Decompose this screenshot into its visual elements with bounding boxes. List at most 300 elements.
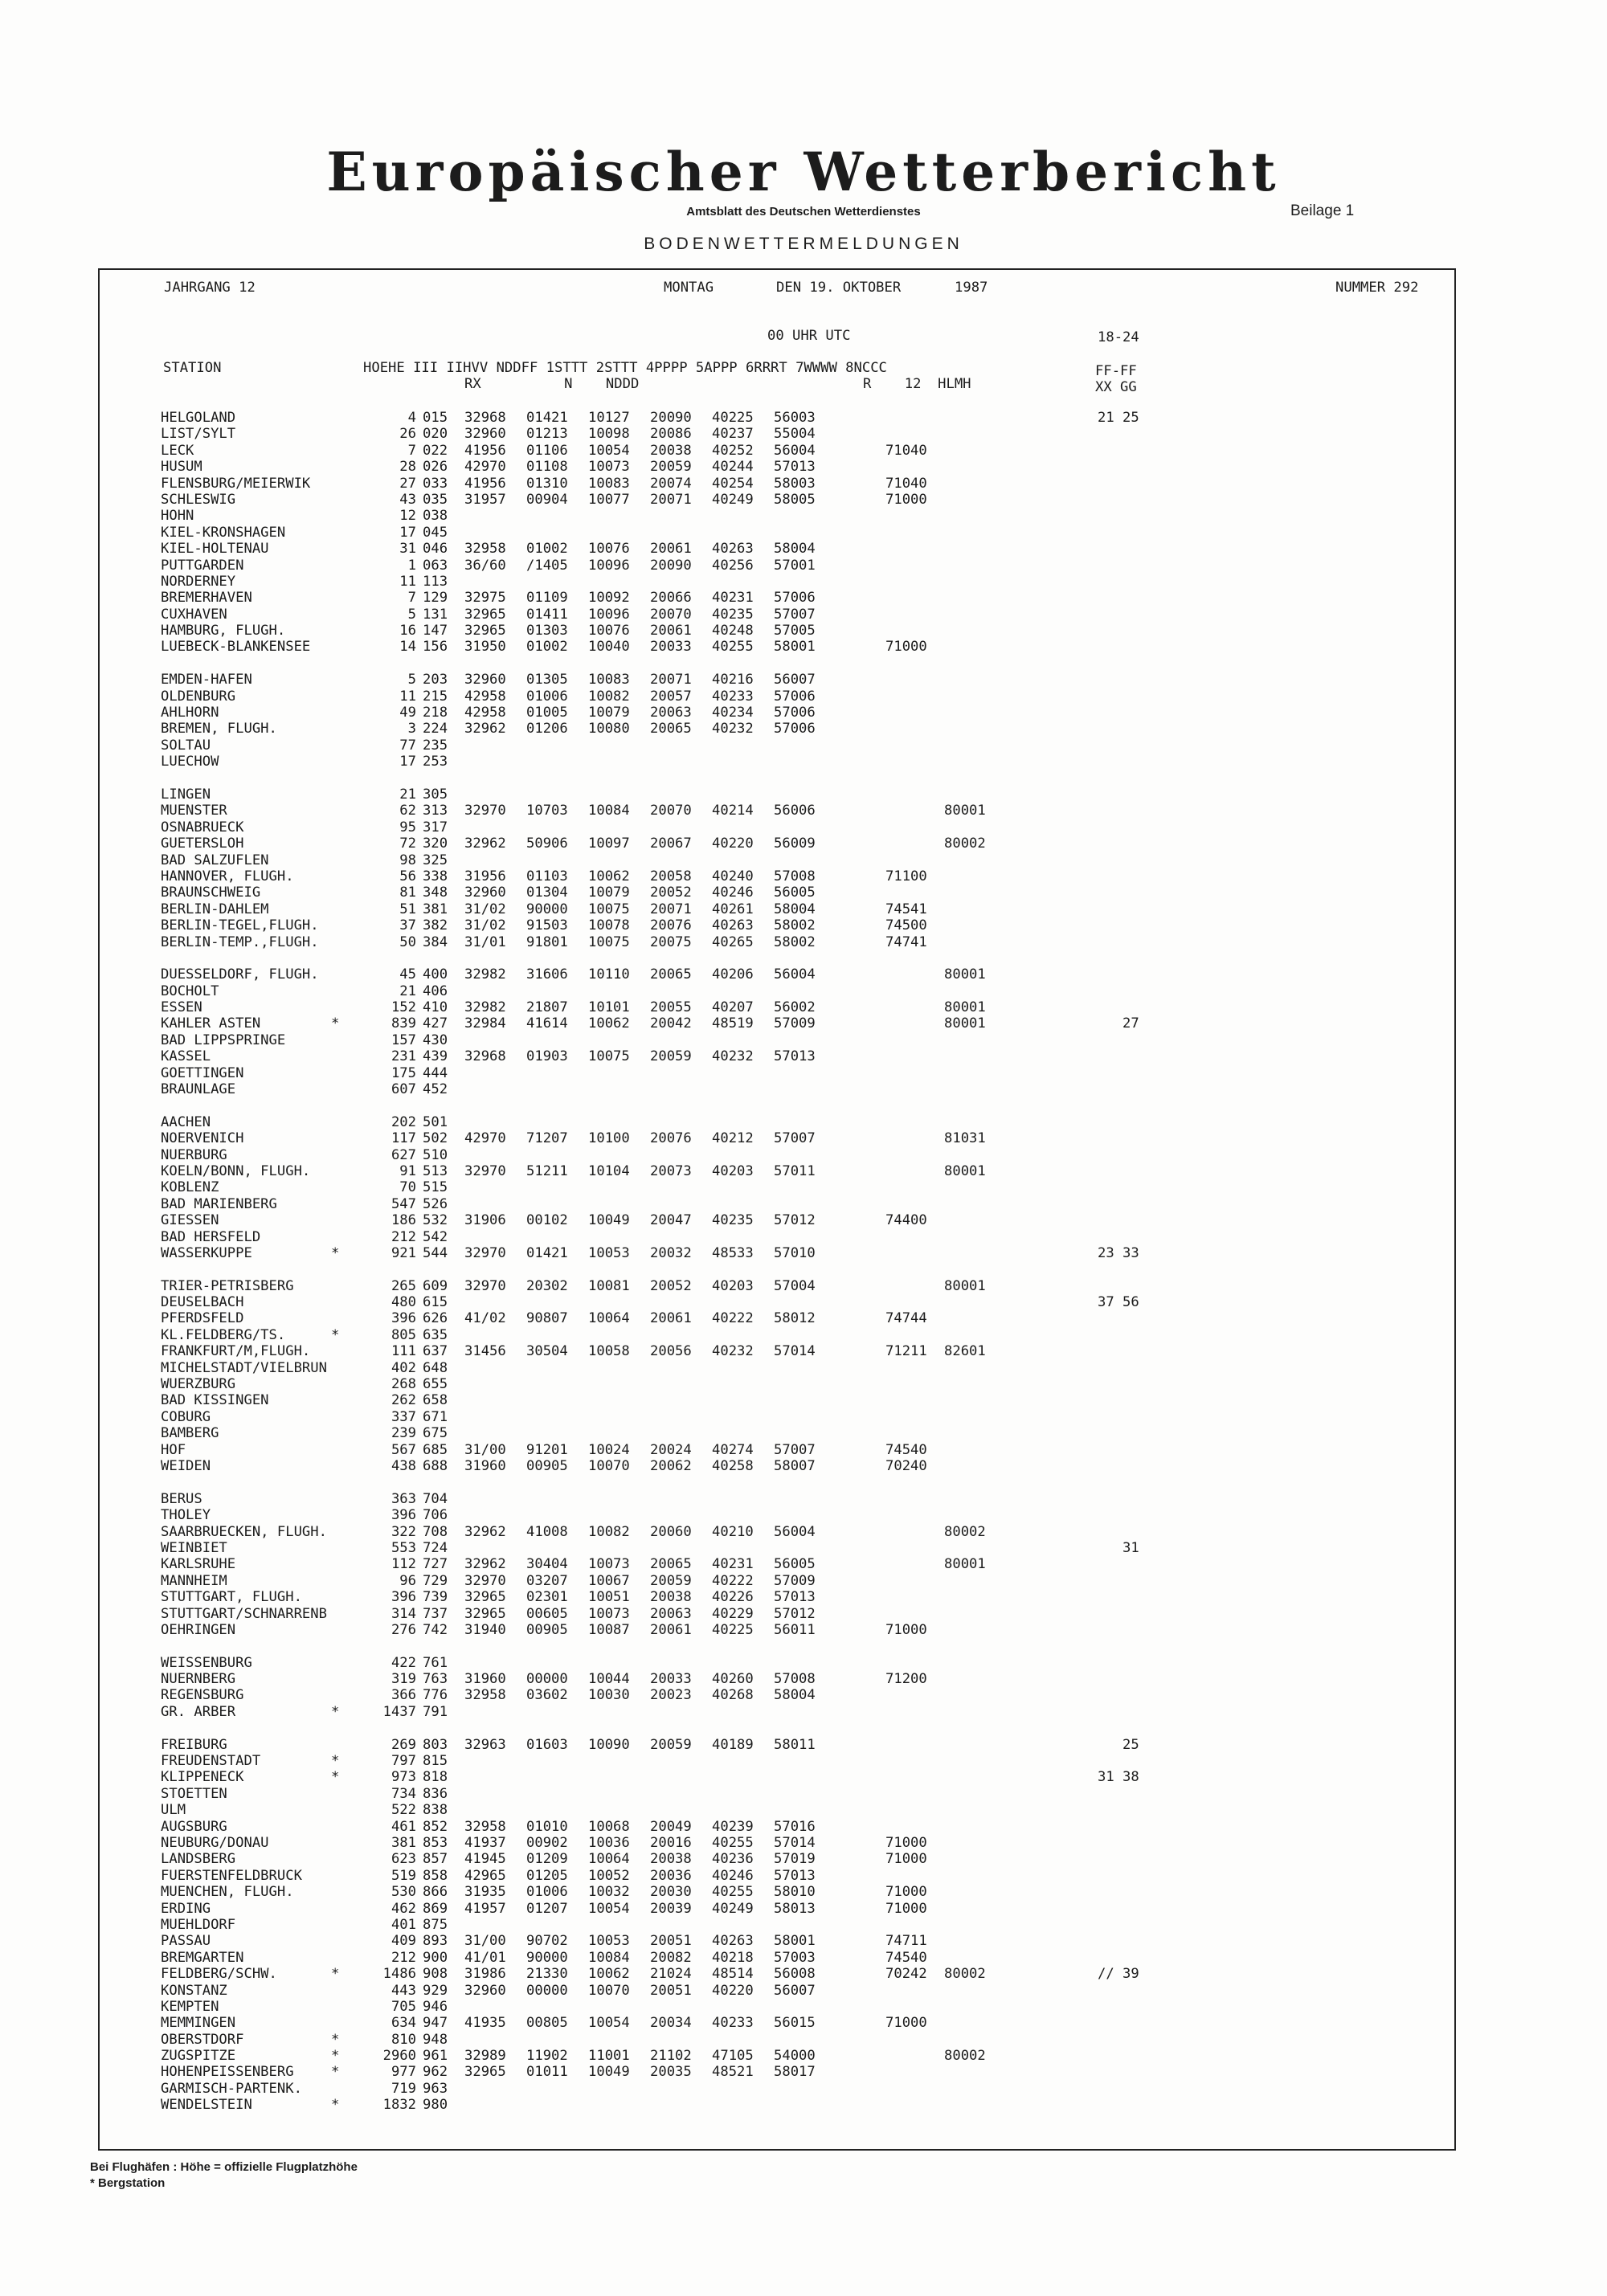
- station-row: [161, 476, 1446, 492]
- station-row: [161, 917, 1446, 934]
- code-group: 40226: [712, 1589, 754, 1606]
- code-group: 40220: [712, 1982, 754, 1999]
- station-height: 56: [399, 868, 416, 884]
- mountain-station-marker: *: [331, 1326, 340, 1343]
- mountain-station-marker: *: [331, 2031, 340, 2048]
- code-group: 10040: [588, 639, 630, 656]
- code-group: 80001: [944, 1162, 986, 1179]
- code-group: 41945: [464, 1851, 506, 1868]
- code-group: 40207: [712, 999, 754, 1016]
- station-index: 908: [423, 1966, 448, 1983]
- code-group: 80002: [944, 1966, 986, 1983]
- code-group: 57006: [774, 721, 816, 737]
- code-group: 20035: [650, 2064, 692, 2081]
- code-group: 20060: [650, 1523, 692, 1540]
- code-group: 32982: [464, 999, 506, 1016]
- code-group: 20302: [526, 1277, 568, 1294]
- station-index: 675: [423, 1425, 448, 1442]
- code-group: 57016: [774, 1818, 816, 1835]
- station-index: 045: [423, 524, 448, 541]
- station-row: [161, 623, 1446, 639]
- code-group: 42970: [464, 1130, 506, 1147]
- station-index: 688: [423, 1458, 448, 1474]
- station-index: 655: [423, 1376, 448, 1393]
- code-group: 57010: [774, 1244, 816, 1261]
- code-group: 32960: [464, 672, 506, 688]
- code-group: 40260: [712, 1671, 754, 1688]
- code-group: 20057: [650, 688, 692, 705]
- station-height: 396: [391, 1310, 416, 1327]
- station-name: GUETERSLOH: [161, 835, 244, 852]
- station-name: KL.FELDBERG/TS.: [161, 1326, 286, 1343]
- station-index: 869: [423, 1900, 448, 1917]
- code-group: 00905: [526, 1458, 568, 1474]
- code-group: 57013: [774, 459, 816, 476]
- code-group: 40214: [712, 803, 754, 819]
- station-row: [161, 590, 1446, 606]
- code-group: 48533: [712, 1244, 754, 1261]
- station-name: PASSAU: [161, 1933, 211, 1950]
- station-name: BAD LIPPSPRINGE: [161, 1032, 286, 1048]
- station-row: [161, 754, 1446, 770]
- station-index: 444: [423, 1064, 448, 1081]
- code-group: 01002: [526, 639, 568, 656]
- code-group: 31906: [464, 1212, 506, 1229]
- station-row: [161, 492, 1446, 508]
- code-group: 20059: [650, 1736, 692, 1753]
- code-group: 10075: [588, 1048, 630, 1065]
- station-index: 513: [423, 1162, 448, 1179]
- station-index: 430: [423, 1032, 448, 1048]
- code-group: 20061: [650, 1621, 692, 1638]
- code-group: 20061: [650, 1310, 692, 1327]
- code-group: 90000: [526, 901, 568, 917]
- code-group: 40218: [712, 1949, 754, 1966]
- code-group: 32962: [464, 1556, 506, 1573]
- code-group: 40222: [712, 1572, 754, 1589]
- station-index: 929: [423, 1982, 448, 1999]
- code-group: 56004: [774, 966, 816, 983]
- station-height: 480: [391, 1294, 416, 1311]
- code-group: 48519: [712, 1015, 754, 1032]
- station-height: 12: [399, 508, 416, 525]
- station-row: [161, 901, 1446, 917]
- row-spacer: [161, 1097, 1446, 1113]
- code-group: 40222: [712, 1310, 754, 1327]
- code-group: 10070: [588, 1982, 630, 1999]
- station-index: 224: [423, 721, 448, 737]
- station-height: 231: [391, 1048, 416, 1065]
- code-group: 40236: [712, 1851, 754, 1868]
- station-row: [161, 1032, 1446, 1048]
- issue-number: NUMMER 292: [1335, 280, 1419, 296]
- code-group: 57013: [774, 1589, 816, 1606]
- station-name: KOBLENZ: [161, 1179, 219, 1196]
- code-group: 91801: [526, 934, 568, 950]
- code-group: 10096: [588, 606, 630, 623]
- station-index: 737: [423, 1605, 448, 1622]
- code-group: 47105: [712, 2048, 754, 2065]
- code-group: 57004: [774, 1277, 816, 1294]
- station-height: 91: [399, 1162, 416, 1179]
- row-spacer: [161, 1720, 1446, 1736]
- code-group: 20071: [650, 491, 692, 508]
- code-group: 40231: [712, 590, 754, 607]
- station-index: 729: [423, 1572, 448, 1589]
- code-group: 58004: [774, 901, 816, 917]
- code-group: 32962: [464, 835, 506, 852]
- code-group: 56004: [774, 442, 816, 459]
- station-height: 322: [391, 1523, 416, 1540]
- station-name: NOERVENICH: [161, 1130, 244, 1147]
- code-group: 10090: [588, 1736, 630, 1753]
- code-group: 57007: [774, 606, 816, 623]
- station-index: 818: [423, 1769, 448, 1786]
- mountain-station-marker: *: [331, 1753, 340, 1770]
- station-name: KASSEL: [161, 1048, 211, 1065]
- code-group: 32982: [464, 966, 506, 983]
- code-group: 71000: [885, 2015, 927, 2032]
- code-group: 20076: [650, 1130, 692, 1147]
- code-group: 71100: [885, 868, 927, 884]
- code-group: 57011: [774, 1162, 816, 1179]
- code-group: 20030: [650, 1884, 692, 1901]
- code-group: 40244: [712, 459, 754, 476]
- station-name: NEUBURG/DONAU: [161, 1834, 269, 1851]
- station-height: 212: [391, 1228, 416, 1245]
- code-group: 32965: [464, 2064, 506, 2081]
- code-group: 40249: [712, 491, 754, 508]
- code-group: 10062: [588, 868, 630, 884]
- code-group: 56004: [774, 1523, 816, 1540]
- station-height: 7: [407, 442, 416, 459]
- code-group: 57009: [774, 1572, 816, 1589]
- station-height: 98: [399, 852, 416, 868]
- station-height: 805: [391, 1326, 416, 1343]
- station-name: PFERDSFELD: [161, 1310, 244, 1327]
- code-group: 10703: [526, 803, 568, 819]
- station-row: [161, 1704, 1446, 1720]
- station-row: [161, 1015, 1446, 1032]
- station-row: [161, 1884, 1446, 1900]
- code-group: 32989: [464, 2048, 506, 2065]
- station-index: 131: [423, 606, 448, 623]
- station-name: GARMISCH-PARTENK.: [161, 2080, 302, 2097]
- station-name: STUTTGART/SCHNARRENB: [161, 1605, 327, 1622]
- station-index: 857: [423, 1851, 448, 1868]
- code-group: 10110: [588, 966, 630, 983]
- station-row: [161, 1999, 1446, 2015]
- mountain-station-marker: *: [331, 1769, 340, 1786]
- code-group: 90702: [526, 1933, 568, 1950]
- code-group: 41957: [464, 1900, 506, 1917]
- code-group: 74541: [885, 901, 927, 917]
- station-height: 810: [391, 2031, 416, 2048]
- code-group: 20070: [650, 803, 692, 819]
- code-group: 37 56: [1098, 1294, 1139, 1311]
- code-group: 10084: [588, 803, 630, 819]
- code-group: 80002: [944, 1523, 986, 1540]
- station-height: 314: [391, 1605, 416, 1622]
- code-group: 40268: [712, 1687, 754, 1704]
- station-row: [161, 443, 1446, 459]
- code-group: 32958: [464, 541, 506, 558]
- station-name: TRIER-PETRISBERG: [161, 1277, 294, 1294]
- code-group: 01205: [526, 1867, 568, 1884]
- station-row: [161, 1966, 1446, 1982]
- code-group: 10073: [588, 1605, 630, 1622]
- code-group: 01903: [526, 1048, 568, 1065]
- code-group: 01103: [526, 868, 568, 884]
- station-row: [161, 1278, 1446, 1294]
- code-group: 40212: [712, 1130, 754, 1147]
- station-height: 567: [391, 1441, 416, 1458]
- code-group: 58011: [774, 1736, 816, 1753]
- code-group: 10092: [588, 590, 630, 607]
- jahrgang-label: JAHRGANG 12: [164, 280, 256, 296]
- code-group: 00000: [526, 1671, 568, 1688]
- station-height: 734: [391, 1785, 416, 1802]
- code-group: 40233: [712, 688, 754, 705]
- station-index: 410: [423, 999, 448, 1016]
- code-group: 23 33: [1098, 1244, 1139, 1261]
- code-group: 20059: [650, 1572, 692, 1589]
- code-group: 25: [1098, 1736, 1139, 1753]
- station-index: 203: [423, 672, 448, 688]
- code-group: 40232: [712, 1048, 754, 1065]
- station-name: FUERSTENFELDBRUCK: [161, 1867, 302, 1884]
- station-name: BRAUNLAGE: [161, 1081, 236, 1098]
- station-height: 396: [391, 1507, 416, 1524]
- code-group: 57006: [774, 688, 816, 705]
- code-group: 20052: [650, 1277, 692, 1294]
- mountain-station-marker: *: [331, 1966, 340, 1983]
- code-group: 20033: [650, 1671, 692, 1688]
- station-row: [161, 1425, 1446, 1441]
- station-name: KLIPPENECK: [161, 1769, 244, 1786]
- code-group: 10083: [588, 475, 630, 492]
- station-name: GIESSEN: [161, 1212, 219, 1229]
- code-group: 21330: [526, 1966, 568, 1983]
- station-index: 400: [423, 966, 448, 983]
- code-group: 57008: [774, 868, 816, 884]
- station-row: [161, 1933, 1446, 1949]
- station-name: THOLEY: [161, 1507, 211, 1524]
- station-row: [161, 1491, 1446, 1507]
- code-group: // 39: [1098, 1966, 1139, 1983]
- code-group: 31/01: [464, 934, 506, 950]
- station-height: 977: [391, 2064, 416, 2081]
- station-name: KOELN/BONN, FLUGH.: [161, 1162, 311, 1179]
- station-height: 202: [391, 1113, 416, 1130]
- code-group: 20038: [650, 442, 692, 459]
- code-group: 20090: [650, 557, 692, 574]
- footnote-airports: Bei Flughäfen : Höhe = offizielle Flugplatzhöhe: [90, 2160, 358, 2174]
- code-group: 40263: [712, 917, 754, 934]
- station-name: MANNHEIM: [161, 1572, 227, 1589]
- code-group: 01206: [526, 721, 568, 737]
- code-group: 00605: [526, 1605, 568, 1622]
- station-index: 708: [423, 1523, 448, 1540]
- station-row: [161, 868, 1446, 884]
- code-group: 32965: [464, 623, 506, 639]
- mountain-station-marker: *: [331, 1244, 340, 1261]
- code-group: 58017: [774, 2064, 816, 2081]
- station-row: [161, 1589, 1446, 1605]
- code-group: 40235: [712, 1212, 754, 1229]
- code-group: 58013: [774, 1900, 816, 1917]
- station-height: 1486: [382, 1966, 416, 1983]
- code-group: 01002: [526, 541, 568, 558]
- station-index: 218: [423, 705, 448, 721]
- station-name: SCHLESWIG: [161, 491, 236, 508]
- code-group: 56003: [774, 410, 816, 426]
- code-group: 42970: [464, 459, 506, 476]
- station-index: 502: [423, 1130, 448, 1147]
- code-group: 10073: [588, 459, 630, 476]
- station-height: 401: [391, 1916, 416, 1933]
- code-group: 41937: [464, 1834, 506, 1851]
- code-group: 48521: [712, 2064, 754, 2081]
- observation-time: 00 UHR UTC: [767, 328, 851, 344]
- station-height: 530: [391, 1884, 416, 1901]
- station-name: BOCHOLT: [161, 983, 219, 999]
- code-group: 10077: [588, 491, 630, 508]
- station-height: 37: [399, 917, 416, 934]
- code-group: 57007: [774, 1130, 816, 1147]
- station-row: [161, 835, 1446, 852]
- code-group: 48514: [712, 1966, 754, 1983]
- code-group: 10127: [588, 410, 630, 426]
- code-group: 31950: [464, 639, 506, 656]
- station-name: WENDELSTEIN: [161, 2097, 252, 2114]
- station-index: 532: [423, 1212, 448, 1229]
- code-group: 82601: [944, 1343, 986, 1360]
- code-group: 56011: [774, 1621, 816, 1638]
- code-group: 80001: [944, 1015, 986, 1032]
- code-group: 10096: [588, 557, 630, 574]
- code-group: 20082: [650, 1949, 692, 1966]
- code-group: 10087: [588, 1621, 630, 1638]
- code-group: 00902: [526, 1834, 568, 1851]
- station-index: 384: [423, 934, 448, 950]
- code-group: 21024: [650, 1966, 692, 1983]
- station-index: 948: [423, 2031, 448, 2048]
- code-group: 56005: [774, 884, 816, 901]
- code-group: 20075: [650, 934, 692, 950]
- code-group: 10032: [588, 1884, 630, 1901]
- code-group: 10044: [588, 1671, 630, 1688]
- station-height: 839: [391, 1015, 416, 1032]
- code-group: 20066: [650, 590, 692, 607]
- code-group: 71000: [885, 1621, 927, 1638]
- code-group: 20038: [650, 1589, 692, 1606]
- code-group: 01213: [526, 426, 568, 443]
- code-group: 31957: [464, 491, 506, 508]
- station-row: [161, 1507, 1446, 1523]
- station-height: 319: [391, 1671, 416, 1688]
- station-row: [161, 1606, 1446, 1622]
- station-name: REGENSBURG: [161, 1687, 244, 1704]
- station-height: 553: [391, 1539, 416, 1556]
- station-row: [161, 1458, 1446, 1474]
- station-height: 262: [391, 1392, 416, 1409]
- code-group: 32960: [464, 884, 506, 901]
- station-index: 022: [423, 442, 448, 459]
- station-height: 11: [399, 688, 416, 705]
- station-height: 28: [399, 459, 416, 476]
- code-group: 31956: [464, 868, 506, 884]
- code-group: 57007: [774, 1441, 816, 1458]
- code-group: 40216: [712, 672, 754, 688]
- station-row: [161, 1163, 1446, 1179]
- station-name: EMDEN-HAFEN: [161, 672, 252, 688]
- station-row: [161, 1196, 1446, 1212]
- code-group: 41/01: [464, 1949, 506, 1966]
- station-row: [161, 2081, 1446, 2097]
- station-name: MUENSTER: [161, 803, 227, 819]
- code-group: 03207: [526, 1572, 568, 1589]
- station-name: WUERZBURG: [161, 1376, 236, 1393]
- station-name: OSNABRUECK: [161, 819, 244, 835]
- section-title: BODENWETTERMELDUNGEN: [644, 235, 963, 253]
- code-group: 32970: [464, 803, 506, 819]
- code-group: 42958: [464, 688, 506, 705]
- code-group: 40255: [712, 639, 754, 656]
- code-group: 10049: [588, 2064, 630, 2081]
- code-group: 57005: [774, 623, 816, 639]
- code-group: 01109: [526, 590, 568, 607]
- station-height: 462: [391, 1900, 416, 1917]
- station-height: 175: [391, 1064, 416, 1081]
- footnote-mountain: * Bergstation: [90, 2176, 166, 2190]
- station-name: BREMERHAVEN: [161, 590, 252, 607]
- code-group: 10051: [588, 1589, 630, 1606]
- station-name: SAARBRUECKEN, FLUGH.: [161, 1523, 327, 1540]
- code-group: 10030: [588, 1687, 630, 1704]
- station-height: 77: [399, 737, 416, 754]
- code-group: 02301: [526, 1589, 568, 1606]
- code-group: 32958: [464, 1818, 506, 1835]
- code-group: 42965: [464, 1867, 506, 1884]
- station-height: 547: [391, 1195, 416, 1212]
- station-index: 033: [423, 475, 448, 492]
- code-group: 32970: [464, 1277, 506, 1294]
- station-height: 31: [399, 541, 416, 558]
- station-name: WEIDEN: [161, 1458, 211, 1474]
- station-index: 947: [423, 2015, 448, 2032]
- station-row: [161, 1655, 1446, 1671]
- code-group: 10073: [588, 1556, 630, 1573]
- station-height: 422: [391, 1654, 416, 1671]
- code-group: 27: [1098, 1015, 1139, 1032]
- station-height: 157: [391, 1032, 416, 1048]
- code-group: 01106: [526, 442, 568, 459]
- station-row: [161, 1753, 1446, 1769]
- code-group: 40225: [712, 410, 754, 426]
- station-name: GOETTINGEN: [161, 1064, 244, 1081]
- code-group: 10101: [588, 999, 630, 1016]
- station-index: 113: [423, 573, 448, 590]
- station-index: 635: [423, 1326, 448, 1343]
- station-row: [161, 1917, 1446, 1933]
- station-index: 776: [423, 1687, 448, 1704]
- station-index: 961: [423, 2048, 448, 2065]
- code-group: 57001: [774, 557, 816, 574]
- code-group: 70240: [885, 1458, 927, 1474]
- code-group: 20065: [650, 1556, 692, 1573]
- station-height: 973: [391, 1769, 416, 1786]
